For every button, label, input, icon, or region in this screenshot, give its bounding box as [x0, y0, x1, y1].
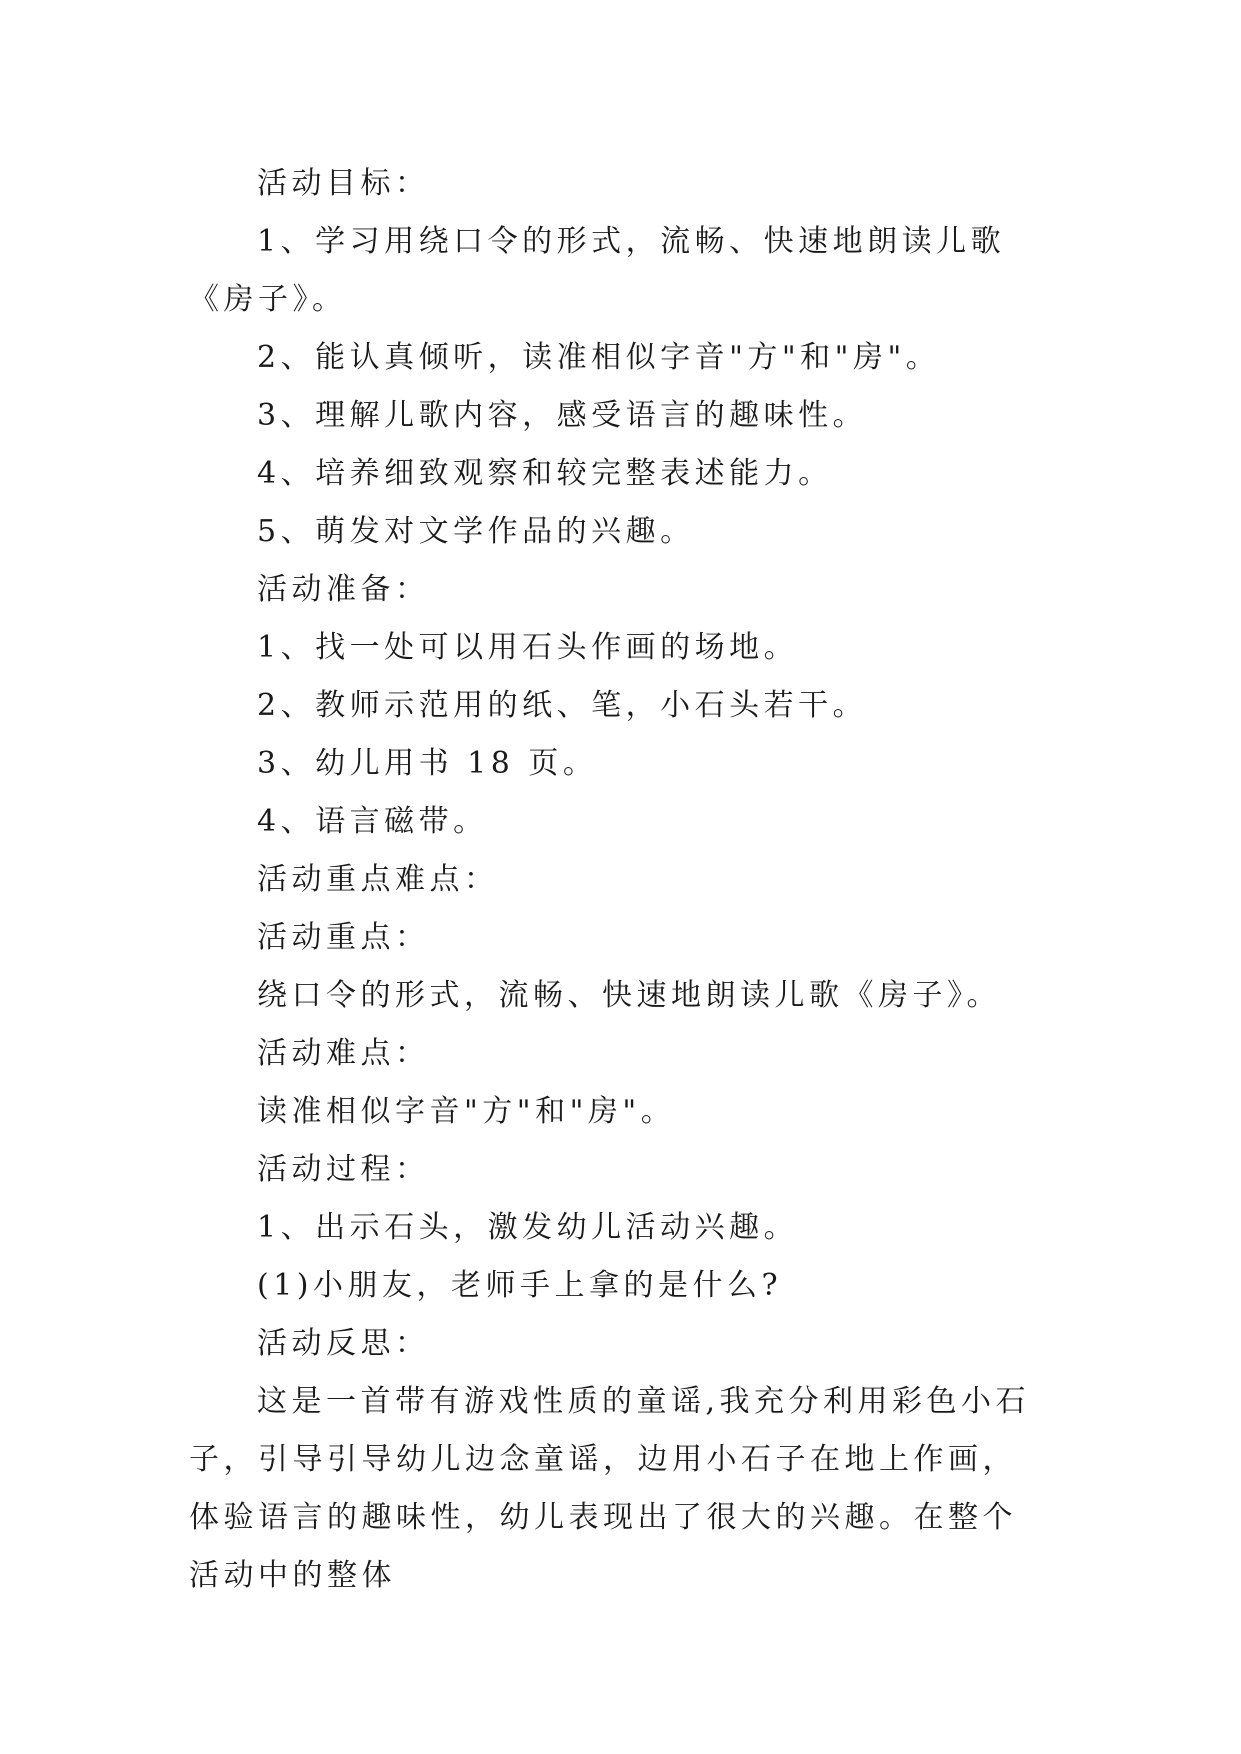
paragraph: (1)小朋友，老师手上拿的是什么?: [257, 1268, 783, 1303]
paragraph: 活动难点：: [257, 1036, 430, 1071]
paragraph: 读准相似字音"方"和"房"。: [257, 1094, 676, 1129]
paragraph: 活动过程：: [257, 1152, 430, 1187]
paragraph: 活动重点难点：: [257, 862, 499, 897]
paragraph: 2、能认真倾听，读准相似字音"方"和"房"。: [257, 340, 941, 375]
paragraph: 1、找一处可以用石头作画的场地。: [257, 630, 799, 665]
paragraph: 2、教师示范用的纸、笔，小石头若干。: [257, 688, 868, 723]
paragraph: 活动准备：: [257, 572, 430, 607]
document-body: [189, 155, 1051, 1605]
paragraph: 这是一首带有游戏性质的童谣,我充分利用彩色小石子，引导引导幼儿边念童谣，边用小石子在地上作画，体验语言的趣味性，幼儿表现出了很大的兴趣。在整个活动中的整体: [189, 1384, 1031, 1593]
paragraph: 3、理解儿歌内容，感受语言的趣味性。: [257, 398, 868, 433]
paragraph: 4、语言磁带。: [257, 804, 488, 839]
paragraph: 3、幼儿用书 18 页。: [257, 746, 598, 781]
paragraph: 活动反思：: [257, 1326, 430, 1361]
paragraph: 1、出示石头，激发幼儿活动兴趣。: [257, 1210, 799, 1245]
paragraph: 1、学习用绕口令的形式，流畅、快速地朗读儿歌《房子》。: [189, 224, 1006, 317]
paragraph: 4、培养细致观察和较完整表述能力。: [257, 456, 833, 491]
paragraph: 5、萌发对文学作品的兴趣。: [257, 514, 695, 549]
paragraph: 活动目标：: [257, 166, 430, 201]
paragraph: 绕口令的形式，流畅、快速地朗读儿歌《房子》。: [257, 978, 1001, 1013]
paragraph: 活动重点：: [257, 920, 430, 955]
